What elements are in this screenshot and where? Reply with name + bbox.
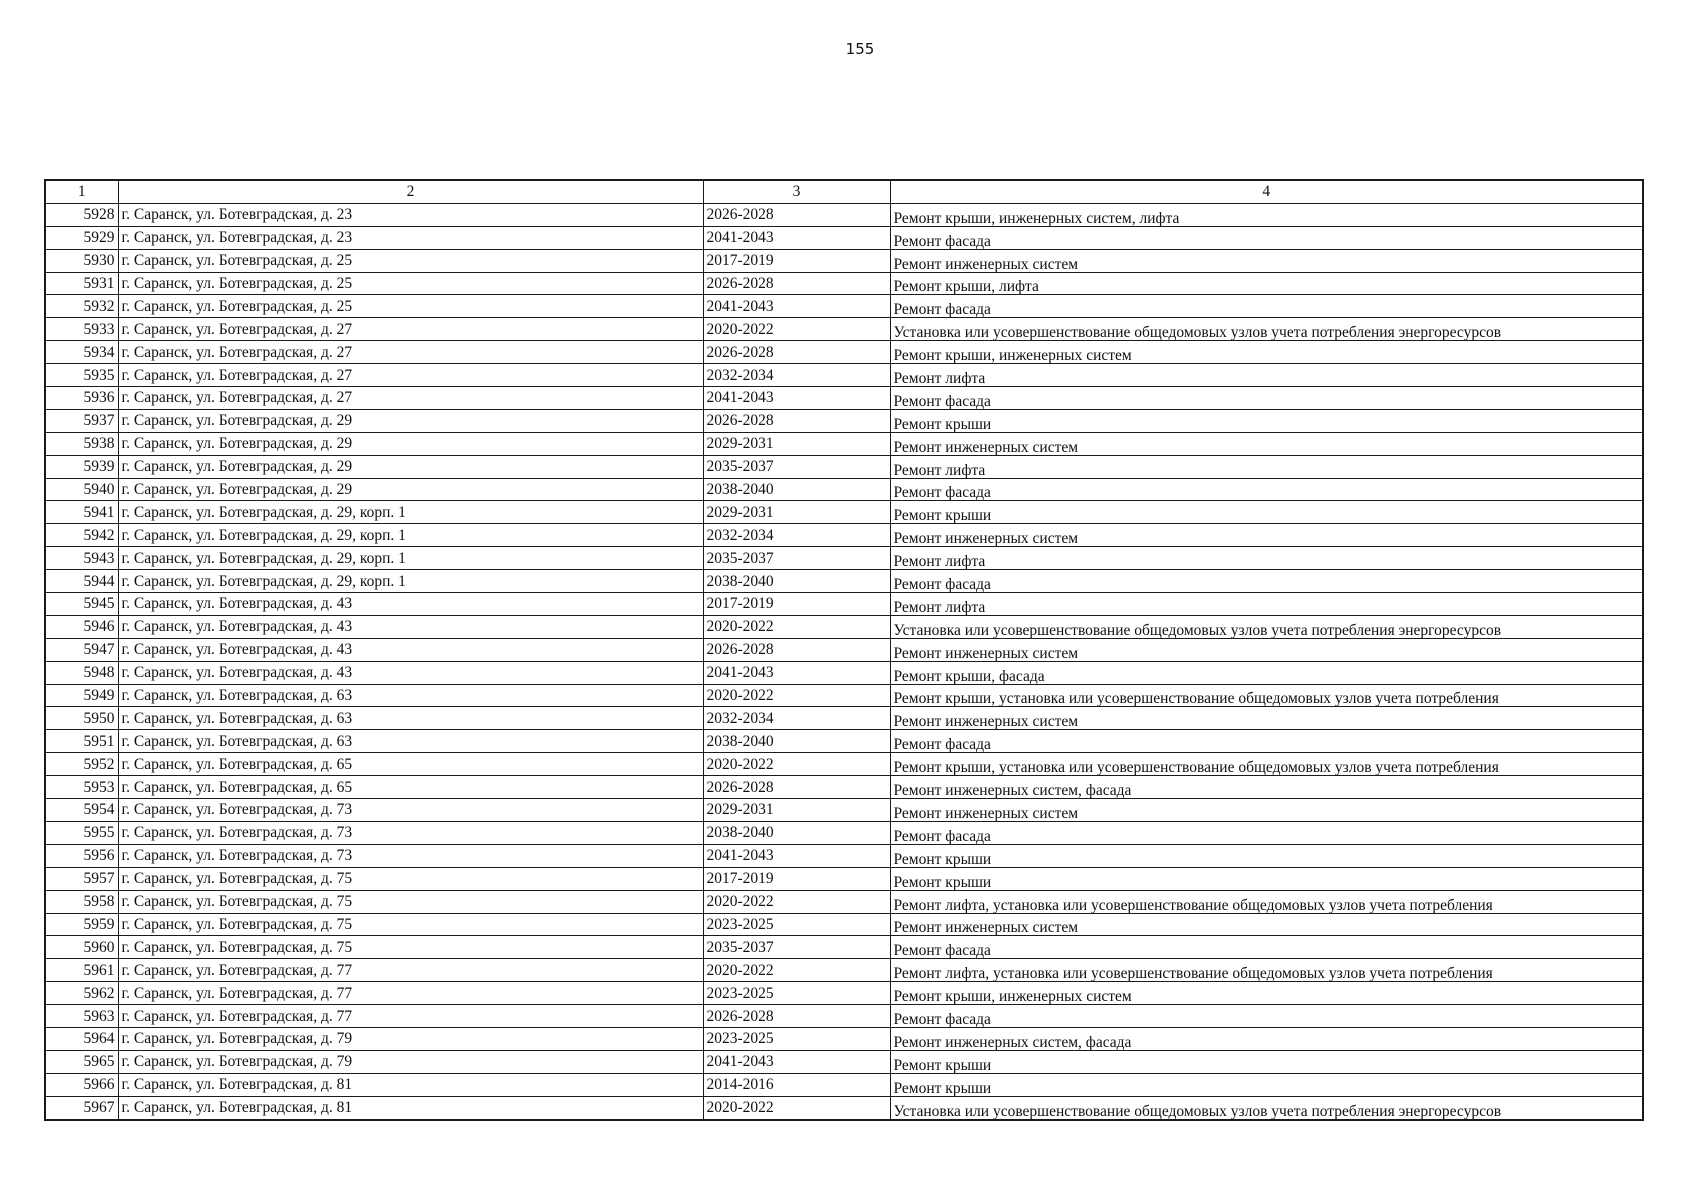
row-number-cell: 5957	[45, 867, 118, 890]
work-type-text: Ремонт лифта	[893, 599, 986, 615]
table-row	[45, 707, 1643, 730]
period-cell: 2026-2028	[703, 341, 890, 364]
table-row	[45, 409, 1643, 432]
table-row	[45, 821, 1643, 844]
table-row	[45, 547, 1643, 570]
period-cell: 2041-2043	[703, 661, 890, 684]
table-row	[45, 1073, 1643, 1096]
work-type-text: Ремонт фасада	[893, 828, 991, 844]
period-cell: 2026-2028	[703, 272, 890, 295]
work-type-text: Ремонт крыши, фасада	[893, 668, 1045, 684]
address-cell: г. Саранск, ул. Ботевградская, д. 43	[118, 661, 703, 684]
table-row	[45, 295, 1643, 318]
work-type-text: Ремонт инженерных систем, фасада	[893, 783, 1132, 799]
row-number-cell: 5955	[45, 821, 118, 844]
work-type-text: Ремонт крыши	[893, 1057, 992, 1073]
work-type-text: Ремонт крыши, инженерных систем, лифта	[893, 210, 1180, 226]
period-cell: 2020-2022	[703, 318, 890, 341]
table-row	[45, 936, 1643, 959]
work-type-cell	[890, 1027, 1643, 1050]
period-cell: 2017-2019	[703, 867, 890, 890]
address-cell: г. Саранск, ул. Ботевградская, д. 81	[118, 1096, 703, 1119]
work-type-cell	[890, 570, 1643, 593]
address-cell: г. Саранск, ул. Ботевградская, д. 73	[118, 821, 703, 844]
row-number-cell: 5947	[45, 638, 118, 661]
period-cell: 2029-2031	[703, 432, 890, 455]
row-number-cell: 5949	[45, 684, 118, 707]
address-cell: г. Саранск, ул. Ботевградская, д. 29, корп. 1	[118, 501, 703, 524]
row-number-cell: 5952	[45, 753, 118, 776]
work-type-text: Установка или усовершенствование общедомовых узлов учета потребления энергоресурсов	[893, 622, 1502, 638]
period-cell: 2041-2043	[703, 295, 890, 318]
table-row	[45, 432, 1643, 455]
table-row	[45, 1005, 1643, 1028]
work-type-text: Установка или усовершенствование общедомовых узлов учета потребления энергоресурсов	[893, 325, 1502, 341]
row-number-cell: 5950	[45, 707, 118, 730]
period-cell: 2032-2034	[703, 707, 890, 730]
table-row	[45, 1027, 1643, 1050]
period-cell: 2020-2022	[703, 615, 890, 638]
work-type-text: Ремонт крыши, инженерных систем	[893, 348, 1132, 364]
address-cell: г. Саранск, ул. Ботевградская, д. 75	[118, 867, 703, 890]
work-type-cell	[890, 455, 1643, 478]
work-type-text: Ремонт фасада	[893, 233, 991, 249]
address-cell: г. Саранск, ул. Ботевградская, д. 63	[118, 730, 703, 753]
work-type-text: Ремонт фасада	[893, 302, 991, 318]
work-type-text: Ремонт лифта, установка или усовершенствование общедомовых узлов учета потребления	[893, 897, 1493, 913]
table-row	[45, 272, 1643, 295]
address-cell: г. Саранск, ул. Ботевградская, д. 43	[118, 638, 703, 661]
table-row	[45, 501, 1643, 524]
work-type-text: Ремонт фасада	[893, 737, 991, 753]
work-type-cell	[890, 913, 1643, 936]
row-number-cell: 5960	[45, 936, 118, 959]
table-row	[45, 799, 1643, 822]
row-number-cell: 5958	[45, 890, 118, 913]
period-cell: 2038-2040	[703, 730, 890, 753]
table-row	[45, 570, 1643, 593]
address-cell: г. Саранск, ул. Ботевградская, д. 75	[118, 936, 703, 959]
address-cell: г. Саранск, ул. Ботевградская, д. 29, корп. 1	[118, 524, 703, 547]
work-type-cell	[890, 615, 1643, 638]
period-cell: 2041-2043	[703, 387, 890, 410]
address-cell: г. Саранск, ул. Ботевградская, д. 29	[118, 409, 703, 432]
address-cell: г. Саранск, ул. Ботевградская, д. 79	[118, 1027, 703, 1050]
row-number-cell: 5934	[45, 341, 118, 364]
table-row	[45, 776, 1643, 799]
column-header-2: 2	[118, 180, 703, 203]
work-type-cell	[890, 1050, 1643, 1073]
table-row	[45, 753, 1643, 776]
row-number-cell: 5931	[45, 272, 118, 295]
address-cell: г. Саранск, ул. Ботевградская, д. 65	[118, 776, 703, 799]
row-number-cell: 5959	[45, 913, 118, 936]
row-number-cell: 5962	[45, 982, 118, 1005]
work-type-cell	[890, 318, 1643, 341]
table-row	[45, 730, 1643, 753]
row-number-cell: 5943	[45, 547, 118, 570]
work-type-text: Ремонт крыши, установка или усовершенствование общедомовых узлов учета потребления	[893, 691, 1499, 707]
address-cell: г. Саранск, ул. Ботевградская, д. 79	[118, 1050, 703, 1073]
row-number-cell: 5944	[45, 570, 118, 593]
work-type-cell	[890, 753, 1643, 776]
work-type-cell	[890, 272, 1643, 295]
work-type-cell	[890, 959, 1643, 982]
address-cell: г. Саранск, ул. Ботевградская, д. 43	[118, 593, 703, 616]
work-type-cell	[890, 821, 1643, 844]
address-cell: г. Саранск, ул. Ботевградская, д. 29	[118, 432, 703, 455]
work-type-text: Ремонт фасада	[893, 485, 991, 501]
work-type-cell	[890, 341, 1643, 364]
period-cell: 2041-2043	[703, 226, 890, 249]
period-cell: 2026-2028	[703, 409, 890, 432]
period-cell: 2035-2037	[703, 936, 890, 959]
work-type-cell	[890, 1073, 1643, 1096]
address-cell: г. Саранск, ул. Ботевградская, д. 77	[118, 1005, 703, 1028]
address-cell: г. Саранск, ул. Ботевградская, д. 29	[118, 478, 703, 501]
work-type-cell	[890, 982, 1643, 1005]
table-row	[45, 341, 1643, 364]
period-cell: 2041-2043	[703, 1050, 890, 1073]
work-type-cell	[890, 409, 1643, 432]
table-row	[45, 455, 1643, 478]
work-type-cell	[890, 799, 1643, 822]
work-type-cell	[890, 501, 1643, 524]
work-type-cell	[890, 547, 1643, 570]
table-row	[45, 867, 1643, 890]
period-cell: 2014-2016	[703, 1073, 890, 1096]
row-number-cell: 5930	[45, 249, 118, 272]
row-number-cell: 5951	[45, 730, 118, 753]
period-cell: 2035-2037	[703, 455, 890, 478]
work-type-cell	[890, 1005, 1643, 1028]
row-number-cell: 5961	[45, 959, 118, 982]
address-cell: г. Саранск, ул. Ботевградская, д. 27	[118, 318, 703, 341]
row-number-cell: 5940	[45, 478, 118, 501]
address-cell: г. Саранск, ул. Ботевградская, д. 29, корп. 1	[118, 570, 703, 593]
row-number-cell: 5965	[45, 1050, 118, 1073]
work-type-text: Ремонт крыши	[893, 416, 992, 432]
work-type-text: Установка или усовершенствование общедомовых узлов учета потребления энергоресурсов	[893, 1103, 1502, 1119]
table-row	[45, 524, 1643, 547]
work-type-text: Ремонт инженерных систем	[893, 645, 1079, 661]
row-number-cell: 5948	[45, 661, 118, 684]
work-type-cell	[890, 1096, 1643, 1119]
address-cell: г. Саранск, ул. Ботевградская, д. 29	[118, 455, 703, 478]
work-type-text: Ремонт инженерных систем	[893, 256, 1079, 272]
table-row	[45, 638, 1643, 661]
period-cell: 2020-2022	[703, 1096, 890, 1119]
period-cell: 2026-2028	[703, 1005, 890, 1028]
row-number-cell: 5966	[45, 1073, 118, 1096]
row-number-cell: 5941	[45, 501, 118, 524]
work-type-cell	[890, 707, 1643, 730]
table-row	[45, 684, 1643, 707]
address-cell: г. Саранск, ул. Ботевградская, д. 73	[118, 799, 703, 822]
work-type-cell	[890, 730, 1643, 753]
period-cell: 2038-2040	[703, 478, 890, 501]
period-cell: 2020-2022	[703, 890, 890, 913]
period-cell: 2020-2022	[703, 684, 890, 707]
table-row	[45, 249, 1643, 272]
row-number-cell: 5933	[45, 318, 118, 341]
work-type-cell	[890, 364, 1643, 387]
address-cell: г. Саранск, ул. Ботевградская, д. 25	[118, 272, 703, 295]
row-number-cell: 5954	[45, 799, 118, 822]
table-row	[45, 226, 1643, 249]
row-number-cell: 5928	[45, 203, 118, 226]
work-type-cell	[890, 432, 1643, 455]
table-row	[45, 982, 1643, 1005]
address-cell: г. Саранск, ул. Ботевградская, д. 27	[118, 364, 703, 387]
column-header-4: 4	[890, 180, 1643, 203]
table-row	[45, 478, 1643, 501]
row-number-cell: 5945	[45, 593, 118, 616]
address-cell: г. Саранск, ул. Ботевградская, д. 65	[118, 753, 703, 776]
work-type-text: Ремонт лифта, установка или усовершенствование общедомовых узлов учета потребления	[893, 966, 1493, 982]
work-type-text: Ремонт крыши	[893, 851, 992, 867]
work-type-text: Ремонт крыши	[893, 1080, 992, 1096]
work-type-cell	[890, 684, 1643, 707]
table-row	[45, 913, 1643, 936]
table-row	[45, 203, 1643, 226]
work-type-cell	[890, 524, 1643, 547]
work-type-text: Ремонт лифта	[893, 554, 986, 570]
period-cell: 2023-2025	[703, 913, 890, 936]
row-number-cell: 5946	[45, 615, 118, 638]
row-number-cell: 5942	[45, 524, 118, 547]
row-number-cell: 5932	[45, 295, 118, 318]
work-type-cell	[890, 638, 1643, 661]
table-row	[45, 959, 1643, 982]
work-type-text: Ремонт крыши, лифта	[893, 279, 1039, 295]
address-cell: г. Саранск, ул. Ботевградская, д. 77	[118, 959, 703, 982]
work-type-cell	[890, 936, 1643, 959]
address-cell: г. Саранск, ул. Ботевградская, д. 27	[118, 341, 703, 364]
address-cell: г. Саранск, ул. Ботевградская, д. 25	[118, 249, 703, 272]
period-cell: 2029-2031	[703, 799, 890, 822]
work-type-cell	[890, 226, 1643, 249]
work-type-text: Ремонт крыши, инженерных систем	[893, 989, 1132, 1005]
period-cell: 2032-2034	[703, 524, 890, 547]
work-type-text: Ремонт лифта	[893, 371, 986, 387]
period-cell: 2026-2028	[703, 638, 890, 661]
period-cell: 2017-2019	[703, 249, 890, 272]
address-cell: г. Саранск, ул. Ботевградская, д. 81	[118, 1073, 703, 1096]
table-row	[45, 1050, 1643, 1073]
table-row	[45, 318, 1643, 341]
period-cell: 2035-2037	[703, 547, 890, 570]
address-cell: г. Саранск, ул. Ботевградская, д. 27	[118, 387, 703, 410]
table-header-row	[45, 180, 1643, 203]
work-type-text: Ремонт крыши, установка или усовершенствование общедомовых узлов учета потребления	[893, 760, 1499, 776]
work-type-cell	[890, 776, 1643, 799]
work-type-cell	[890, 890, 1643, 913]
row-number-cell: 5938	[45, 432, 118, 455]
address-cell: г. Саранск, ул. Ботевградская, д. 75	[118, 890, 703, 913]
period-cell: 2038-2040	[703, 570, 890, 593]
address-cell: г. Саранск, ул. Ботевградская, д. 29, корп. 1	[118, 547, 703, 570]
period-cell: 2026-2028	[703, 203, 890, 226]
row-number-cell: 5935	[45, 364, 118, 387]
row-number-cell: 5929	[45, 226, 118, 249]
repair-schedule-table	[44, 179, 1644, 1121]
work-type-text: Ремонт фасада	[893, 393, 991, 409]
row-number-cell: 5963	[45, 1005, 118, 1028]
period-cell: 2020-2022	[703, 959, 890, 982]
work-type-text: Ремонт фасада	[893, 1011, 991, 1027]
work-type-text: Ремонт лифта	[893, 462, 986, 478]
work-type-cell	[890, 661, 1643, 684]
work-type-cell	[890, 387, 1643, 410]
work-type-text: Ремонт инженерных систем	[893, 805, 1079, 821]
work-type-text: Ремонт инженерных систем	[893, 531, 1079, 547]
page-number: 155	[845, 40, 875, 58]
table-row	[45, 593, 1643, 616]
row-number-cell: 5936	[45, 387, 118, 410]
work-type-text: Ремонт крыши	[893, 874, 992, 890]
period-cell: 2038-2040	[703, 821, 890, 844]
period-cell: 2023-2025	[703, 982, 890, 1005]
work-type-cell	[890, 844, 1643, 867]
table-row	[45, 890, 1643, 913]
address-cell: г. Саранск, ул. Ботевградская, д. 25	[118, 295, 703, 318]
table-row	[45, 364, 1643, 387]
work-type-cell	[890, 203, 1643, 226]
column-header-3: 3	[703, 180, 890, 203]
work-type-cell	[890, 867, 1643, 890]
work-type-text: Ремонт фасада	[893, 943, 991, 959]
period-cell: 2023-2025	[703, 1027, 890, 1050]
period-cell: 2041-2043	[703, 844, 890, 867]
table-row	[45, 615, 1643, 638]
row-number-cell: 5967	[45, 1096, 118, 1119]
address-cell: г. Саранск, ул. Ботевградская, д. 23	[118, 203, 703, 226]
work-type-text: Ремонт фасада	[893, 577, 991, 593]
column-header-1: 1	[45, 180, 118, 203]
period-cell: 2026-2028	[703, 776, 890, 799]
work-type-text: Ремонт инженерных систем	[893, 920, 1079, 936]
work-type-text: Ремонт инженерных систем	[893, 439, 1079, 455]
address-cell: г. Саранск, ул. Ботевградская, д. 23	[118, 226, 703, 249]
work-type-text: Ремонт инженерных систем	[893, 714, 1079, 730]
table-row	[45, 387, 1643, 410]
address-cell: г. Саранск, ул. Ботевградская, д. 43	[118, 615, 703, 638]
address-cell: г. Саранск, ул. Ботевградская, д. 75	[118, 913, 703, 936]
work-type-cell	[890, 593, 1643, 616]
row-number-cell: 5964	[45, 1027, 118, 1050]
work-type-cell	[890, 249, 1643, 272]
row-number-cell: 5937	[45, 409, 118, 432]
row-number-cell: 5939	[45, 455, 118, 478]
row-number-cell: 5953	[45, 776, 118, 799]
work-type-cell	[890, 478, 1643, 501]
period-cell: 2017-2019	[703, 593, 890, 616]
table-row	[45, 844, 1643, 867]
address-cell: г. Саранск, ул. Ботевградская, д. 63	[118, 684, 703, 707]
address-cell: г. Саранск, ул. Ботевградская, д. 73	[118, 844, 703, 867]
period-cell: 2029-2031	[703, 501, 890, 524]
address-cell: г. Саранск, ул. Ботевградская, д. 77	[118, 982, 703, 1005]
address-cell: г. Саранск, ул. Ботевградская, д. 63	[118, 707, 703, 730]
table-body	[45, 203, 1643, 1119]
work-type-text: Ремонт инженерных систем, фасада	[893, 1034, 1132, 1050]
work-type-text: Ремонт крыши	[893, 508, 992, 524]
table-row	[45, 1096, 1643, 1119]
row-number-cell: 5956	[45, 844, 118, 867]
table-row	[45, 661, 1643, 684]
period-cell: 2032-2034	[703, 364, 890, 387]
work-type-cell	[890, 295, 1643, 318]
period-cell: 2020-2022	[703, 753, 890, 776]
